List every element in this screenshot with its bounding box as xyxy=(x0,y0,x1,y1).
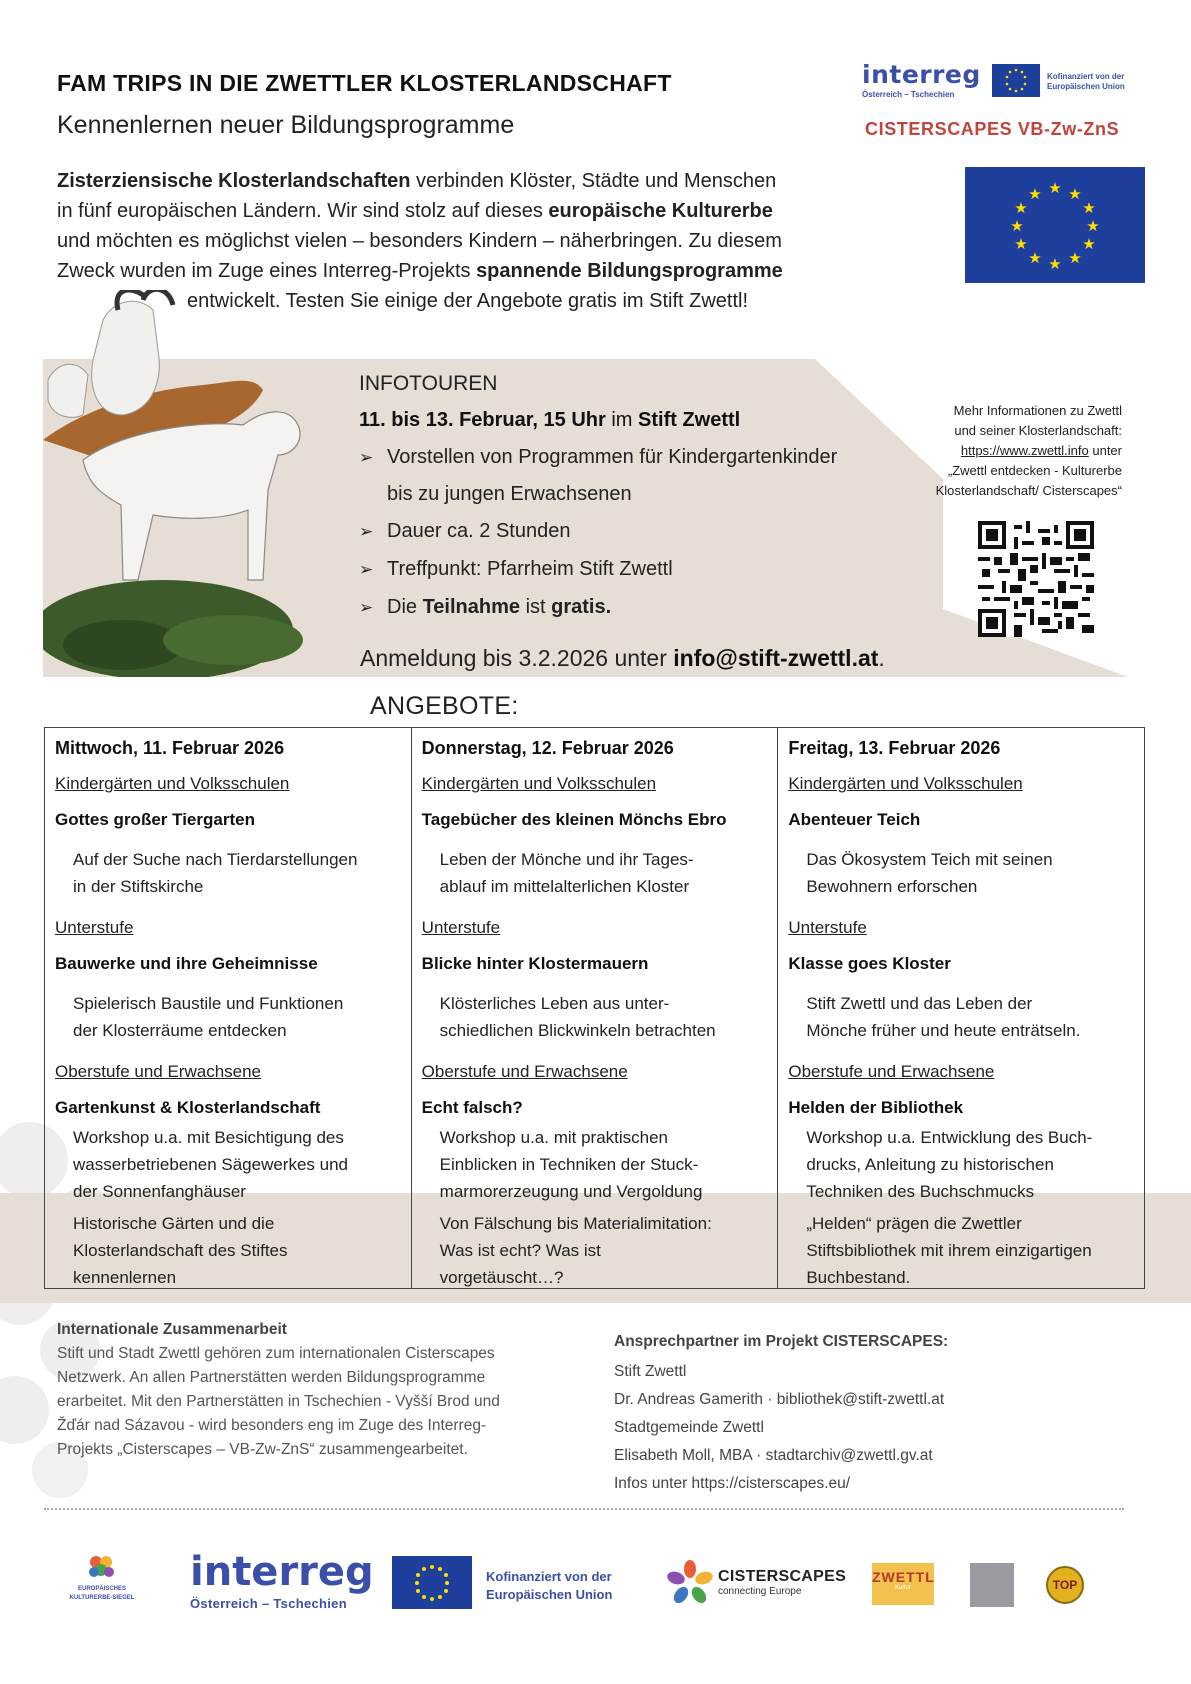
level-label: Oberstufe und Erwachsene xyxy=(55,1062,262,1081)
day-date: Freitag, 13. Februar 2026 xyxy=(788,738,1001,758)
svg-text:★: ★ xyxy=(1048,179,1062,197)
eu-cofinanced-text xyxy=(1047,72,1125,92)
program-description: Stift Zwettl und das Leben der Mönche früher und heute enträtseln. xyxy=(806,994,1081,1040)
partner-logo xyxy=(970,1563,1014,1607)
level-label: Kindergärten und Volksschulen xyxy=(788,774,1023,793)
info-bullet-4 xyxy=(359,596,611,619)
program-table xyxy=(44,727,1145,1289)
svg-text:★: ★ xyxy=(1086,217,1100,235)
intl-line: Stift und Stadt Zwettl gehören zum internationalen Cisterscapes xyxy=(57,1345,495,1362)
program-description: Klösterliches Leben aus unter- schiedlichen Blickwinkeln betrachten xyxy=(439,994,716,1040)
program-description: Workshop u.a. mit praktischen Einblicken in Techniken der Stuck- marmorerzeugung und Vergoldung xyxy=(439,1128,703,1201)
seal-text-1: EUROPÄISCHES xyxy=(77,1586,126,1592)
zwettl-wordmark: ZWETTL xyxy=(872,1569,935,1585)
info-bullet-1 xyxy=(359,446,837,469)
info-bullet-3 xyxy=(359,558,673,581)
arrow-bullet-icon: ➢ xyxy=(359,448,374,468)
info-bullet-1-cont: bis zu jungen Erwachsenen xyxy=(387,483,632,505)
program-description: „Helden“ prägen die Zwettler Stiftsbibliothek mit ihrem einzigartigen Buchbestand. xyxy=(806,1214,1092,1287)
level-label: Unterstufe xyxy=(421,918,501,937)
intl-line: erarbeitet. Mit den Partnerstätten in Tschechien - Vyšší Brod und xyxy=(57,1393,500,1410)
program-title: Gartenkunst & Klosterlandschaft xyxy=(55,1098,321,1117)
day-date: Donnerstag, 12. Februar 2026 xyxy=(421,738,674,758)
cisterscapes-flower-icon xyxy=(667,1560,713,1606)
international-cooperation xyxy=(57,1318,577,1462)
registration-line xyxy=(360,645,885,672)
day-column-friday xyxy=(778,728,1144,1288)
intl-line: Žďár nad Sázavou - wird besonders eng im Zuge des Interreg- xyxy=(57,1417,487,1434)
svg-text:★: ★ xyxy=(1082,235,1096,253)
contact-line[interactable]: Dr. Andreas Gamerith · bibliothek@stift-zwettl.at xyxy=(614,1391,945,1408)
seal-text-2: KULTURERBE-SIEGEL xyxy=(69,1595,135,1601)
interreg-subline: Österreich – Tschechien xyxy=(862,90,955,99)
svg-text:★: ★ xyxy=(1014,235,1028,253)
zwettl-info-link[interactable]: https://www.zwettl.info xyxy=(960,443,1089,458)
interreg-footer-logo xyxy=(190,1549,374,1611)
program-title: Bauwerke und ihre Geheimnisse xyxy=(55,954,318,973)
svg-text:★: ★ xyxy=(1068,249,1082,267)
cisterscapes-project-label: CISTERSCAPES VB-Zw-ZnS xyxy=(865,119,1120,139)
svg-text:★: ★ xyxy=(1010,217,1024,235)
intro-text-3: und möchten es möglichst vielen – besonders Kindern – näherbringen. Zu diesem xyxy=(57,230,782,252)
bullet-bold: Teilnahme xyxy=(422,596,521,618)
level-label: Kindergärten und Volksschulen xyxy=(421,774,657,793)
page-subtitle: Kennenlernen neuer Bildungsprogramme xyxy=(57,111,515,139)
intl-line: Netzwerk. An allen Partnerstätten werden Bildungsprogramme xyxy=(57,1369,486,1386)
infotouren-heading: INFOTOUREN xyxy=(359,372,498,395)
contact-line[interactable]: Infos unter https://cisterscapes.eu/ xyxy=(614,1475,851,1492)
eu-flag-icon xyxy=(965,167,1145,283)
day-column-wednesday xyxy=(45,728,412,1288)
contact-persons xyxy=(614,1328,1134,1498)
qr-code-icon[interactable] xyxy=(978,521,1094,637)
bullet-text: Dauer ca. 2 Stunden xyxy=(387,520,571,542)
angebote-heading: ANGEBOTE: xyxy=(370,692,519,720)
interreg-footer-subline: Österreich – Tschechien xyxy=(190,1596,347,1611)
eu-flag-icon xyxy=(392,1556,472,1609)
interreg-logo xyxy=(862,62,982,99)
program-title: Blicke hinter Klostermauern xyxy=(421,954,649,973)
program-description: Historische Gärten und die Klosterlandschaft des Stiftes kennenlernen xyxy=(73,1214,288,1287)
cisterscapes-subline: connecting Europe xyxy=(718,1586,802,1597)
program-description: Auf der Suche nach Tierdarstellungen in der Stiftskirche xyxy=(73,850,358,896)
eu-flag-icon xyxy=(992,64,1040,97)
intro-text-2: in fünf europäischen Ländern. Wir sind stolz auf dieses xyxy=(57,200,549,222)
intro-text-1: verbinden Klöster, Städte und Menschen xyxy=(410,170,777,192)
eu-cofinanced-footer xyxy=(486,1568,612,1604)
svg-text:★: ★ xyxy=(1048,255,1062,273)
more-info-line-2: und seiner Klosterlandschaft: xyxy=(954,423,1122,438)
registration-text: Anmeldung bis 3.2.2026 unter xyxy=(360,645,674,671)
more-info-line-3-rest: unter xyxy=(1088,443,1122,458)
dotted-divider xyxy=(44,1508,1124,1510)
contact-line: Stift Zwettl xyxy=(614,1363,687,1380)
program-title: Abenteuer Teich xyxy=(788,810,921,829)
intl-line: Projekts „Cisterscapes – VB-Zw-ZnS“ zusammengearbeitet. xyxy=(57,1441,468,1458)
arrow-bullet-icon: ➢ xyxy=(359,598,374,618)
date-bold: 11. bis 13. Februar, 15 Uhr xyxy=(359,409,606,431)
zwettl-logo xyxy=(872,1563,934,1605)
intro-text-5: entwickelt. Testen Sie einige der Angebote gratis im Stift Zwettl! xyxy=(187,290,749,312)
interreg-footer-wordmark: interreg xyxy=(190,1549,374,1595)
more-info-line-5: Klosterlandschaft/ Cisterscapes“ xyxy=(935,483,1122,498)
page-title: FAM TRIPS IN DIE ZWETTLER KLOSTERLANDSCHAFT xyxy=(57,70,672,96)
cofin-line-2: Europäischen Union xyxy=(1047,82,1125,91)
svg-text:★: ★ xyxy=(1028,185,1042,203)
infotouren-date xyxy=(359,409,740,432)
intl-heading: Internationale Zusammenarbeit xyxy=(57,1321,287,1338)
day-date: Mittwoch, 11. Februar 2026 xyxy=(55,738,285,758)
day-column-thursday xyxy=(412,728,779,1288)
svg-text:★: ★ xyxy=(1028,249,1042,267)
bullet-text: ist xyxy=(520,596,552,618)
intro-bold-2: europäische Kulturerbe xyxy=(548,200,773,222)
program-description: Von Fälschung bis Materialimitation: Was ist echt? Was ist vorgetäuscht…? xyxy=(439,1214,712,1287)
info-bullet-2 xyxy=(359,520,570,543)
cisterscapes-wordmark: CISTERSCAPES xyxy=(718,1568,847,1585)
interreg-wordmark: interreg xyxy=(862,60,981,89)
program-description: Workshop u.a. mit Besichtigung des wasserbetriebenen Sägewerkes und der Sonnenfanghäuser xyxy=(73,1128,349,1201)
intro-bold-1: Zisterziensische Klosterlandschaften xyxy=(57,170,411,192)
level-label: Oberstufe und Erwachsene xyxy=(788,1062,995,1081)
program-title: Tagebücher des kleinen Mönchs Ebro xyxy=(421,810,727,829)
european-heritage-seal-logo xyxy=(64,1553,140,1613)
program-description: Leben der Mönche und ihr Tages- ablauf im mittelalterlichen Kloster xyxy=(439,850,694,896)
contact-line[interactable]: Elisabeth Moll, MBA · stadtarchiv@zwettl.gv.at xyxy=(614,1447,933,1464)
goats-illustration xyxy=(43,290,333,677)
contact-heading: Ansprechpartner im Projekt CISTERSCAPES: xyxy=(614,1333,949,1350)
date-mid: im xyxy=(605,409,639,431)
svg-text:★: ★ xyxy=(1068,185,1082,203)
program-title: Gottes großer Tiergarten xyxy=(55,810,255,829)
intro-text-4: Zweck wurden im Zuge eines Interreg-Projekts xyxy=(57,260,477,282)
program-title: Helden der Bibliothek xyxy=(788,1098,964,1117)
level-label: Oberstufe und Erwachsene xyxy=(421,1062,628,1081)
program-description: Workshop u.a. Entwicklung des Buch- drucks, Anleitung zu historischen Techniken des Buchschmucks xyxy=(806,1128,1093,1201)
cofin-line-1: Kofinanziert von der xyxy=(1047,72,1125,81)
program-description: Spielerisch Baustile und Funktionen der Klosterräume entdecken xyxy=(73,994,344,1040)
bullet-text: Die xyxy=(387,596,423,618)
level-label: Unterstufe xyxy=(788,918,867,937)
zwettl-subline: Kultur xyxy=(895,1585,911,1591)
more-info-box xyxy=(880,401,1122,501)
top-excursion-seal xyxy=(1046,1566,1084,1604)
program-title: Klasse goes Kloster xyxy=(788,954,951,973)
date-place: Stift Zwettl xyxy=(638,409,741,431)
arrow-bullet-icon: ➢ xyxy=(359,522,374,542)
intro-bold-3: spannende Bildungsprogramme xyxy=(476,260,783,282)
svg-text:★: ★ xyxy=(1082,199,1096,217)
level-label: Unterstufe xyxy=(55,918,134,937)
svg-text:★: ★ xyxy=(1014,199,1028,217)
cofin-footer-line-2: Europäischen Union xyxy=(486,1587,613,1602)
program-title: Echt falsch? xyxy=(421,1098,523,1117)
more-info-line-1: Mehr Informationen zu Zwettl xyxy=(953,403,1122,418)
heritage-seal-icon xyxy=(64,1553,140,1579)
cofin-footer-line-1: Kofinanziert von der xyxy=(486,1569,612,1584)
bullet-bold: gratis. xyxy=(551,596,612,618)
more-info-line-4: „Zwettl entdecken - Kulturerbe xyxy=(947,463,1122,478)
registration-email-link[interactable]: info@stift-zwettl.at xyxy=(673,645,879,671)
level-label: Kindergärten und Volksschulen xyxy=(55,774,290,793)
bullet-text: Treffpunkt: Pfarrheim Stift Zwettl xyxy=(387,558,673,580)
bullet-text: Vorstellen von Programmen für Kindergartenkinder xyxy=(387,446,838,468)
contact-line: Stadtgemeinde Zwettl xyxy=(614,1419,764,1436)
cisterscapes-footer-logo xyxy=(718,1568,846,1597)
top-seal-text: TOP xyxy=(1052,1578,1078,1592)
arrow-bullet-icon: ➢ xyxy=(359,560,374,580)
program-description: Das Ökosystem Teich mit seinen Bewohnern erforschen xyxy=(806,850,1053,896)
registration-period: . xyxy=(878,645,885,671)
